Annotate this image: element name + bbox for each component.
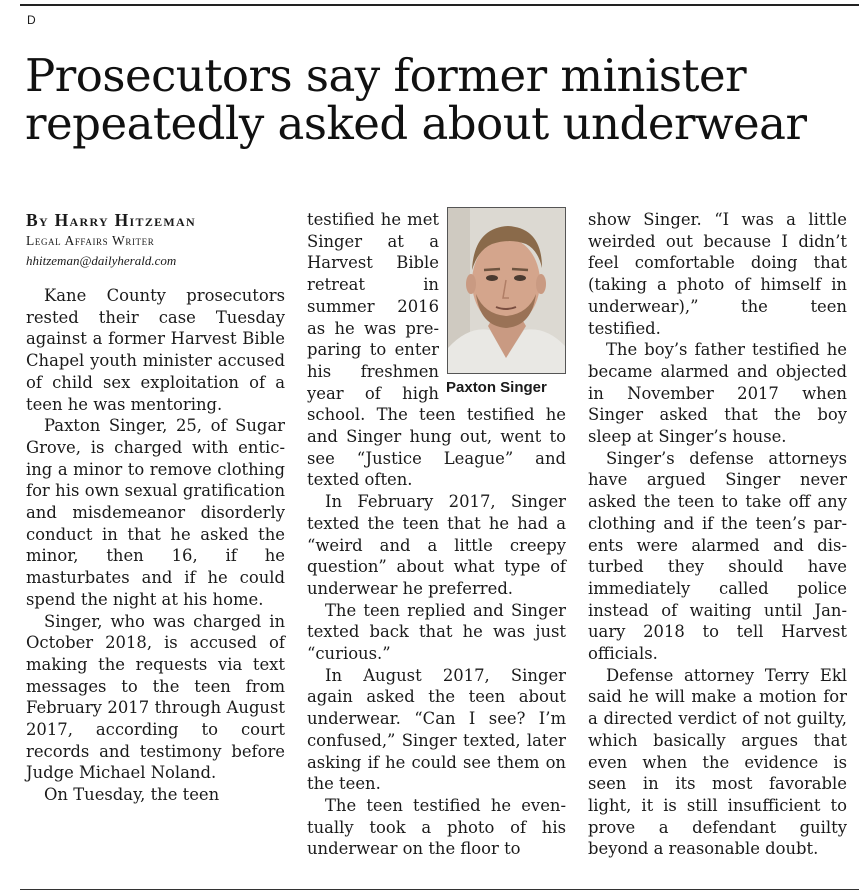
paragraph: On Tuesday, the teen <box>44 785 220 805</box>
author-title: Legal Affairs Writer <box>26 233 155 248</box>
paragraph: show Singer. “I was a little weirded out because I didn’t feel comfortable doing that (taking a photo of himself in underwear),” the teen testified. <box>588 210 847 338</box>
paragraph: Kane County prosecutors rested their case Tuesday against a former Harvest Bible Chapel youth minister accused of child sex exploitation of a teen he was mentoring. <box>26 286 285 414</box>
paragraph: Singer’s defense attorneys have argued Singer never asked the teen to take off any clothing and if the teen’s parents were alarmed and disturbed they should have immediately called police instead of waiting until January 2018 to tell Harvest officials. <box>588 448 847 664</box>
byline: By Harry Hitzeman <box>26 210 196 230</box>
mugshot-photo <box>447 207 566 374</box>
paragraph: In August 2017, Singer again asked the teen about underwear. “Can I see? I’m confused,” Singer texted, later asking if he could see them on the teen. <box>307 665 566 794</box>
bottom-rule <box>20 889 859 890</box>
photo-block <box>447 209 566 397</box>
article-column-1 <box>26 209 285 806</box>
photo-caption: Paxton Singer <box>446 379 547 396</box>
paragraph: In February 2017, Singer texted the teen that he had a “weird and a little creepy question” about what type of underwear he preferred. <box>307 492 566 598</box>
section-letter: D <box>27 13 36 27</box>
paragraph: testified he met Singer at a Harvest Bible retreat in summer 2016 as he was preparing to enter his freshmen year of high school. The teen testified he and Singer hung out, went to see “Justice League” and texted often. <box>307 210 566 490</box>
paragraph: The teen replied and Singer texted back that he was just “curious.” <box>307 600 566 664</box>
author-email: hhitzeman@dailyherald.com <box>26 253 177 268</box>
article-column-3 <box>588 209 847 860</box>
paragraph: The boy’s father testified he became alarmed and objected in November 2017 when Singer asked that the boy sleep at Singer’s house. <box>588 340 847 447</box>
portrait-illustration <box>448 208 565 373</box>
top-rule <box>20 4 859 6</box>
paragraph: Singer, who was charged in October 2018, is accused of making the requests via text messages to the teen from February 2017 through August 2017, according to court records and testimony before Judge Michael Noland. <box>26 611 285 783</box>
paragraph: The teen testified he eventually took a photo of his underwear on the floor to <box>307 795 566 859</box>
paragraph: Paxton Singer, 25, of Sugar Grove, is charged with enticing a minor to remove clothing for his own sexual gratification and misdemeanor disorderly conduct in that he asked the minor, then 16, if he masturbates and if he could spend the night at his home. <box>26 416 285 609</box>
headline: Prosecutors say former minister repeatedly asked about underwear <box>25 49 807 150</box>
article-column-2 <box>307 209 566 860</box>
paragraph: Defense attorney Terry Ekl said he will make a motion for a directed verdict of not guilty, which basically argues that even when the evidence is seen in its most favorable light, it is still insufficient to prove a defendant guilty beyond a reasonable doubt. <box>588 665 847 859</box>
